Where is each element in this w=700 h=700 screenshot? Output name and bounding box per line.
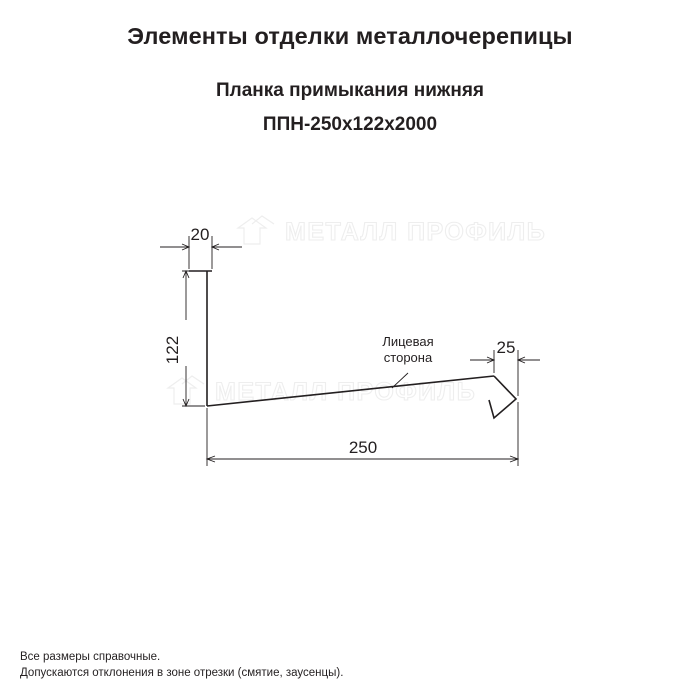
footer-note-2: Допускаются отклонения в зоне отрезки (смятие, заусенцы). [20, 667, 344, 680]
footer-note-1: Все размеры справочные. [20, 650, 161, 663]
product-name: Планка примыкания нижняя [215, 80, 485, 102]
watermark-logo-icon [238, 216, 274, 244]
face-side-label-line2: сторона [383, 350, 433, 365]
dimension-20-label: 20 [190, 225, 210, 244]
watermark-text: МЕТАЛЛ ПРОФИЛЬ [285, 218, 547, 246]
title-block [0, 22, 700, 137]
watermark-text: МЕТАЛЛ ПРОФИЛЬ [215, 378, 477, 406]
dimension-250-label: 250 [348, 438, 378, 457]
technical-drawing [0, 170, 700, 550]
dimension-25-label: 25 [496, 338, 516, 357]
page-title: Элементы отделки металлочерепицы [127, 23, 573, 49]
footer-notes [20, 649, 343, 682]
dimension-122-label: 122 [163, 335, 182, 365]
face-side-label-line1: Лицевая [382, 334, 434, 349]
product-code: ППН-250х122х2000 [262, 113, 438, 135]
